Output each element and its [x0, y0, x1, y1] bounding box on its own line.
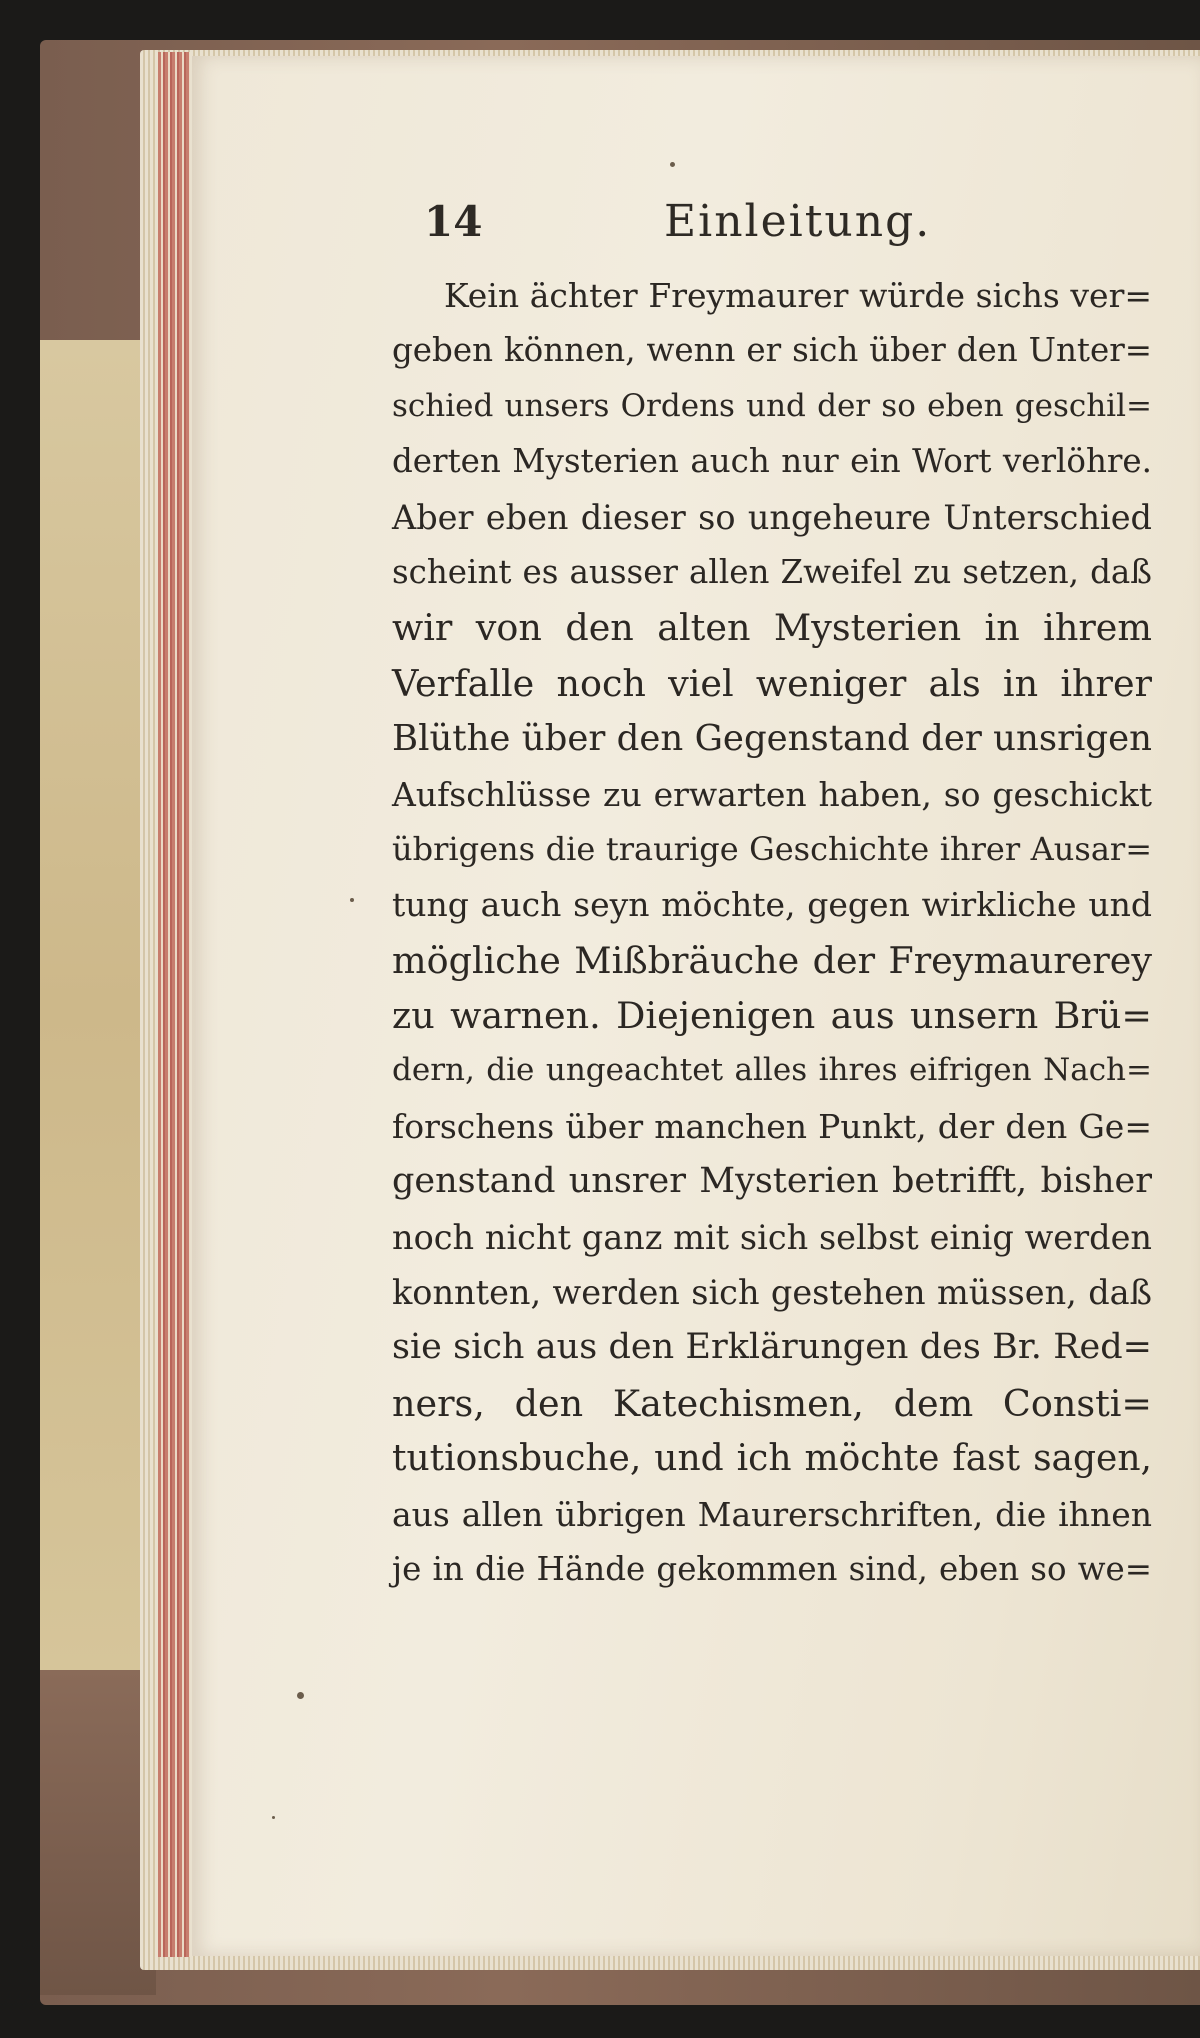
text-line: ners, den Katechismen, dem Consti= — [392, 1381, 1152, 1425]
text-line: tung auch seyn möchte, gegen wirkliche und — [392, 885, 1152, 925]
text-line: mögliche Mißbräuche der Freymaurerey — [392, 938, 1152, 982]
text-line: schied unsers Ordens und der so eben geschil= — [392, 387, 1152, 424]
paper-speck — [350, 898, 354, 902]
text-line: noch nicht ganz mit sich selbst einig werden — [392, 1217, 1152, 1257]
text-line: Aber eben dieser so ungeheure Unterschied — [392, 497, 1152, 537]
text-line: Aufschlüsse zu erwarten haben, so geschickt — [392, 774, 1152, 814]
text-line: Kein ächter Freymaurer würde sichs ver= — [444, 276, 1152, 315]
paper-speck — [272, 1816, 275, 1819]
text-line: aus allen übrigen Maurerschriften, die ihnen — [392, 1494, 1152, 1534]
text-line: je in die Hände gekommen sind, eben so we= — [392, 1549, 1152, 1588]
text-line: Blüthe über den Gegenstand der unsrigen — [392, 718, 1152, 760]
text-line: konnten, werden sich gestehen müssen, daß — [392, 1273, 1152, 1313]
paper-speck — [670, 162, 675, 167]
text-line: sie sich aus den Erklärungen des Br. Red= — [392, 1327, 1152, 1368]
page-number: 14 — [424, 197, 483, 246]
text-line: forschens über manchen Punkt, der den Ge= — [392, 1106, 1152, 1146]
paper-speck — [297, 1692, 304, 1699]
cover-board-lower — [40, 1670, 156, 1995]
text-line: derten Mysterien auch nur ein Wort verlöhre. — [392, 442, 1152, 481]
text-line: scheint es ausser allen Zweifel zu setzen, daß — [392, 552, 1152, 591]
text-line: dern, die ungeachtet alles ihres eifrigen Nach= — [392, 1052, 1152, 1089]
text-line: genstand unsrer Mysterien betrifft, bisher — [392, 1161, 1152, 1202]
text-line: geben können, wenn er sich über den Unter= — [392, 331, 1152, 370]
text-line: übrigens die traurige Geschichte ihrer Ausar= — [392, 829, 1152, 868]
text-line: tutionsbuche, und ich möchte fast sagen, — [392, 1438, 1152, 1480]
text-line: zu warnen. Diejenigen aus unsern Brü= — [392, 994, 1152, 1038]
body-text — [392, 268, 1152, 1597]
running-head — [424, 196, 1144, 246]
text-line: Verfalle noch viel weniger als in ihrer — [392, 661, 1152, 705]
text-line: wir von den alten Mysterien in ihrem — [392, 606, 1152, 650]
cover-paper-label — [40, 340, 156, 1670]
red-page-edge — [158, 52, 190, 1957]
running-head-title: Einleitung. — [664, 196, 932, 247]
